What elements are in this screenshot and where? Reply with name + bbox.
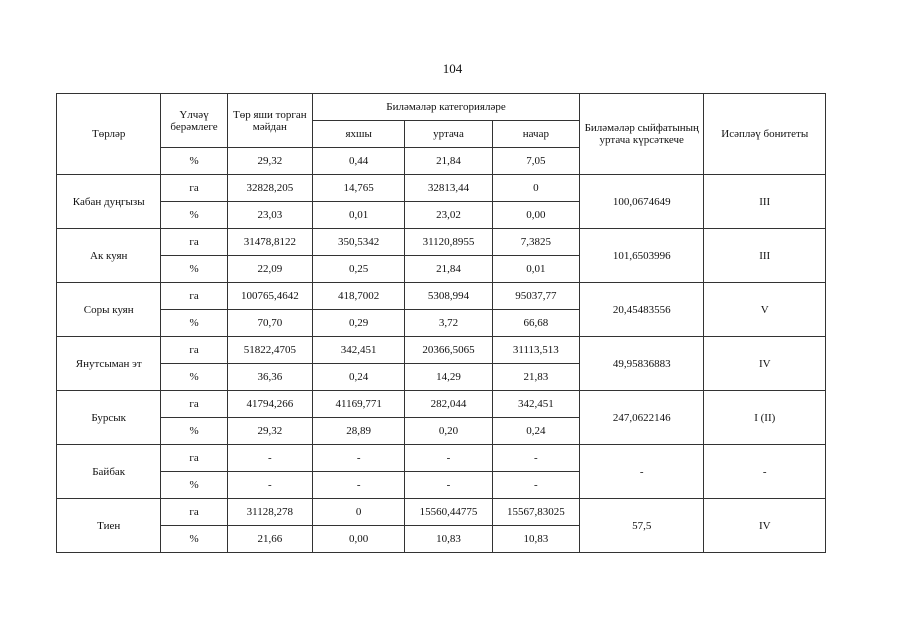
bonitet-cell: I (II) <box>704 391 826 445</box>
bonitet-cell: IV <box>704 499 826 553</box>
unit-cell: га <box>161 445 227 472</box>
medium-cell: 23,02 <box>405 202 492 229</box>
area-cell: 21,66 <box>227 526 312 553</box>
good-cell: - <box>312 445 404 472</box>
table-row <box>57 283 826 310</box>
avg-quality-cell: 20,45483556 <box>580 283 704 337</box>
species-cell: Кабан дуңгызы <box>57 175 161 229</box>
avg-quality-cell: 57,5 <box>580 499 704 553</box>
avg-quality-cell: 247,0622146 <box>580 391 704 445</box>
medium-cell: 282,044 <box>405 391 492 418</box>
bonitet-cell: V <box>704 283 826 337</box>
table-row <box>57 175 826 202</box>
bad-cell: 31113,513 <box>492 337 579 364</box>
unit-cell: % <box>161 256 227 283</box>
area-cell: - <box>227 445 312 472</box>
species-cell: Ак куян <box>57 229 161 283</box>
species-cell: Соры куян <box>57 283 161 337</box>
unit-cell: га <box>161 283 227 310</box>
good-cell: 0,25 <box>312 256 404 283</box>
medium-cell: - <box>405 472 492 499</box>
unit-cell: га <box>161 175 227 202</box>
area-cell: 31478,8122 <box>227 229 312 256</box>
unit-cell: га <box>161 229 227 256</box>
header-cat-good: яхшы <box>312 121 404 148</box>
area-cell: - <box>227 472 312 499</box>
good-cell: 41169,771 <box>312 391 404 418</box>
area-cell: 23,03 <box>227 202 312 229</box>
good-cell: 0 <box>312 499 404 526</box>
unit-cell: га <box>161 391 227 418</box>
header-percent-bad: 7,05 <box>492 148 579 175</box>
medium-cell: 31120,8955 <box>405 229 492 256</box>
header-percent-medium: 21,84 <box>405 148 492 175</box>
bad-cell: 15567,83025 <box>492 499 579 526</box>
area-cell: 22,09 <box>227 256 312 283</box>
bonitet-cell: III <box>704 229 826 283</box>
table-row <box>57 445 826 472</box>
unit-cell: га <box>161 337 227 364</box>
bad-cell: 0,24 <box>492 418 579 445</box>
area-cell: 41794,266 <box>227 391 312 418</box>
area-cell: 36,36 <box>227 364 312 391</box>
good-cell: 0,00 <box>312 526 404 553</box>
area-cell: 51822,4705 <box>227 337 312 364</box>
unit-cell: % <box>161 526 227 553</box>
header-percent-area: 29,32 <box>227 148 312 175</box>
unit-cell: га <box>161 499 227 526</box>
good-cell: 0,29 <box>312 310 404 337</box>
table-row <box>57 337 826 364</box>
medium-cell: 5308,994 <box>405 283 492 310</box>
good-cell: 28,89 <box>312 418 404 445</box>
bad-cell: 66,68 <box>492 310 579 337</box>
area-cell: 70,70 <box>227 310 312 337</box>
medium-cell: - <box>405 445 492 472</box>
unit-cell: % <box>161 472 227 499</box>
bad-cell: 0 <box>492 175 579 202</box>
table-row <box>57 391 826 418</box>
good-cell: 342,451 <box>312 337 404 364</box>
area-cell: 32828,205 <box>227 175 312 202</box>
medium-cell: 3,72 <box>405 310 492 337</box>
bad-cell: 95037,77 <box>492 283 579 310</box>
unit-cell: % <box>161 202 227 229</box>
medium-cell: 32813,44 <box>405 175 492 202</box>
bad-cell: 342,451 <box>492 391 579 418</box>
bonitet-cell: - <box>704 445 826 499</box>
table-row <box>57 229 826 256</box>
bonitet-cell: III <box>704 175 826 229</box>
avg-quality-cell: 100,0674649 <box>580 175 704 229</box>
good-cell: - <box>312 472 404 499</box>
medium-cell: 10,83 <box>405 526 492 553</box>
header-avg-quality: Биләмәләр сыйфатының уртача күрсәткече <box>580 94 704 175</box>
hunting-grounds-table <box>56 93 826 553</box>
page-number: 104 <box>442 61 463 76</box>
good-cell: 350,5342 <box>312 229 404 256</box>
bad-cell: 21,83 <box>492 364 579 391</box>
medium-cell: 21,84 <box>405 256 492 283</box>
table-row <box>57 499 826 526</box>
header-species: Төрләр <box>57 94 161 175</box>
species-cell: Янутсыман эт <box>57 337 161 391</box>
good-cell: 14,765 <box>312 175 404 202</box>
unit-cell: % <box>161 364 227 391</box>
header-bonitet: Исәпләү бонитеты <box>704 94 826 175</box>
area-cell: 100765,4642 <box>227 283 312 310</box>
good-cell: 418,7002 <box>312 283 404 310</box>
bad-cell: 7,3825 <box>492 229 579 256</box>
bad-cell: 10,83 <box>492 526 579 553</box>
header-unit: Үлчәү берәмлеге <box>161 94 227 148</box>
area-cell: 31128,278 <box>227 499 312 526</box>
good-cell: 0,01 <box>312 202 404 229</box>
bad-cell: - <box>492 472 579 499</box>
medium-cell: 0,20 <box>405 418 492 445</box>
medium-cell: 14,29 <box>405 364 492 391</box>
unit-cell: % <box>161 418 227 445</box>
species-cell: Бурсык <box>57 391 161 445</box>
bad-cell: 0,01 <box>492 256 579 283</box>
bad-cell: 0,00 <box>492 202 579 229</box>
avg-quality-cell: 49,95836883 <box>580 337 704 391</box>
area-cell: 29,32 <box>227 418 312 445</box>
header-categories: Биләмәләр категорияләре <box>312 94 579 121</box>
species-cell: Тиен <box>57 499 161 553</box>
bonitet-cell: IV <box>704 337 826 391</box>
header-cat-medium: уртача <box>405 121 492 148</box>
header-percent-unit: % <box>161 148 227 175</box>
header-cat-bad: начар <box>492 121 579 148</box>
avg-quality-cell: - <box>580 445 704 499</box>
medium-cell: 15560,44775 <box>405 499 492 526</box>
good-cell: 0,24 <box>312 364 404 391</box>
header-percent-good: 0,44 <box>312 148 404 175</box>
bad-cell: - <box>492 445 579 472</box>
unit-cell: % <box>161 310 227 337</box>
avg-quality-cell: 101,6503996 <box>580 229 704 283</box>
medium-cell: 20366,5065 <box>405 337 492 364</box>
header-area: Төр яши торган мәйдан <box>227 94 312 148</box>
species-cell: Байбак <box>57 445 161 499</box>
